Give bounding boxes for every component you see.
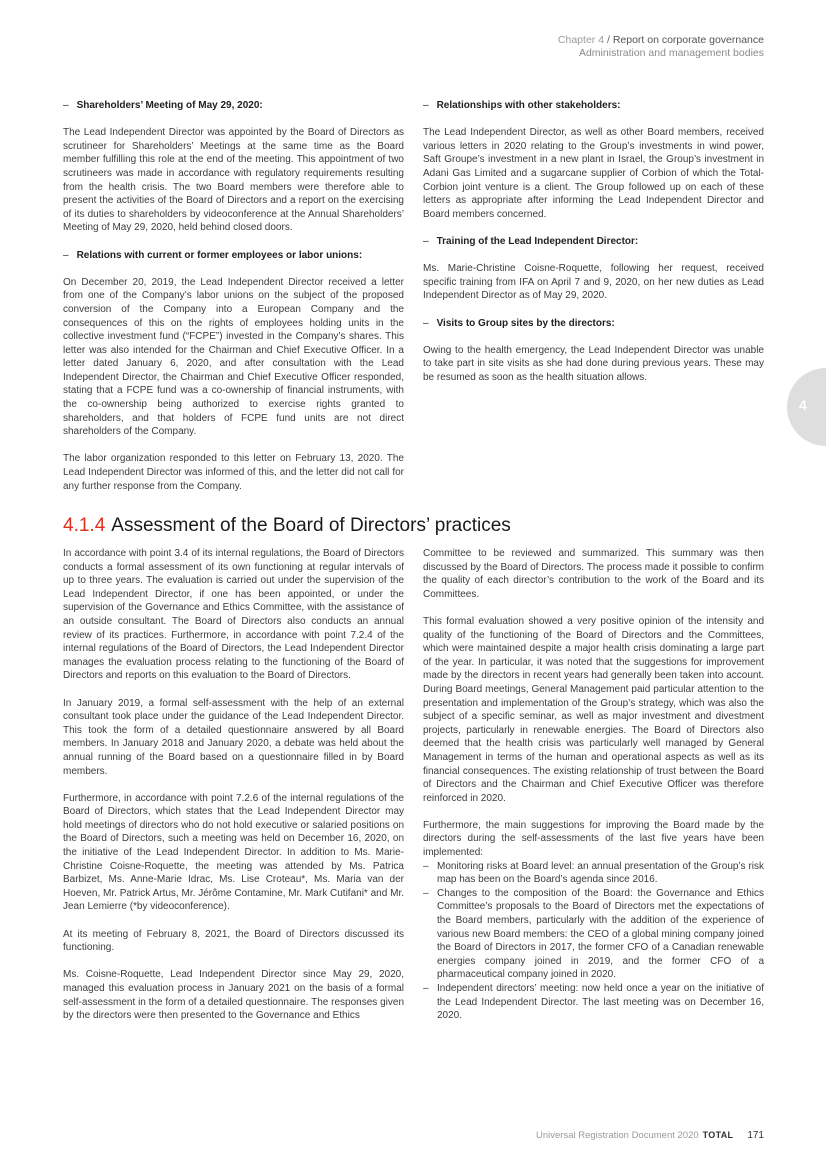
list-item: – Changes to the composition of the Board: the Governance and Ethics Committee’s proposals to the Board of Directors met the expectations of the Board members, particularly with the addition of the experience of various new Board members: the CEO of a global mining company joined the Board of Directors in 2017, the former CFO of a Canadian renewable energies company joined in 2019, and the former CFO of a pharmaceutical company joined in 2020. <box>423 887 764 981</box>
paragraph: Committee to be reviewed and summarized. This summary was then discussed by the Board of Directors. The process made it possible to confirm the quality of each director’s contribution to the work of the Board and its Committees. <box>423 548 764 600</box>
list-item: – Independent directors’ meeting: now held once a year on the initiative of the Lead Independent Director. The last meeting was on December 16, 2020. <box>423 983 764 1022</box>
chapter-tab[interactable] <box>787 368 826 446</box>
page-number: 171 <box>747 1130 764 1141</box>
heading-labor-relations: – Relations with current or former employees or labor unions: <box>63 249 363 261</box>
top-left-column <box>63 99 404 507</box>
paragraph: Ms. Marie-Christine Coisne-Roquette, following her request, received specific training from IFA on April 7 and 9, 2020, on her new duties as Lead Independent Director as of May 29, 2020. <box>423 263 764 302</box>
paragraph: Furthermore, the main suggestions for improving the Board made by the directors during the self-assessments of the last five years have been implemented: <box>423 819 764 859</box>
paragraph: This formal evaluation showed a very positive opinion of the intensity and quality of the functioning of the Board of Directors and the Committees, which were maintained despite a major health crisis dominating a large part of the year. In particular, it was noted that the suggestions for improvement made by the directors in recent years had generally been taken into account. During Board meetings, General Management paid particular attention to the presentation and implementation of the Group’s strategy, which was also the subject of a specific seminar, as well as major investment and divestment projects, particularly in renewable energies. The Board of Directors also deemed that the health crisis was particularly well managed by General Management in terms of the human and operational aspects as well as its financial consequences. The existing relationship of trust between the Board of Directors and the Chairman and Chief Executive Officer was therefore reinforced in 2020. <box>423 615 764 804</box>
footer-document-title: Universal Registration Document 2020 <box>536 1130 699 1141</box>
section-heading: Assessment of the Board of Directors’ practices <box>111 515 511 536</box>
footer-brand: TOTAL <box>702 1130 734 1140</box>
paragraph: In January 2019, a formal self-assessment with the help of an external consultant took place under the guidance of the Lead Independent Director. This took the form of a detailed questionnaire answered by all Board members. In January 2018 and January 2020, a debate was held about the annual running of the Board based on a questionnaire filled in by Board members. <box>63 697 404 777</box>
paragraph: In accordance with point 3.4 of its internal regulations, the Board of Directors conducts a formal assessment of its own functioning at regular intervals of up to three years. The evaluation is carried out under the supervision of the Lead Independent Director, if one has been appointed, or under the supervision of the Governance and Ethics Committee, with the assistance of an outside consultant. The Board of Directors also conducts an annual review of its practices. Furthermore, in accordance with point 7.2.4 of the internal regulations of the Board of Directors, the Lead Independent Director manages the evaluation process relating to the functioning of the Board of Directors and reports on this evaluation to the Board of Directors. <box>63 548 404 682</box>
header-title: Report on corporate governance <box>612 34 764 46</box>
header-separator: / <box>604 34 613 46</box>
paragraph: The Lead Independent Director was appointed by the Board of Directors as scrutineer for Shareholders’ Meetings at the same time as the Board member fulfilling this role at the end of the meeting. This appointment of two scrutineers was made in accordance with regulatory requirements resulting from the health crisis. The two Board members were therefore able to present the activities of the Board of Directors and a report on the exercising of its duties to shareholders by videoconference at the Annual Shareholders’ Meeting of May 29, 2020, held behind closed doors. <box>63 127 404 234</box>
running-header <box>558 34 764 60</box>
paragraph: Ms. Coisne-Roquette, Lead Independent Director since May 29, 2020, managed this evaluation process in January 2021 on the basis of a formal self-assessment in the form of a detailed questionnaire. The responses given by the directors were then presented to the Governance and Ethics <box>63 969 404 1022</box>
paragraph: The Lead Independent Director, as well as other Board members, received various letters in 2020 relating to the Group’s investments in wind power, Saft Groupe’s investment in a new plant in Israel, the Group’s investment in Adani Gas Limited and a sugarcane supplier of Corbion of which the Total-Corbion joint venture is a client. The Group followed up on each of these letters as appropriate after informing the Lead Independent Director and Board members concerned. <box>423 127 764 220</box>
heading-training: – Training of the Lead Independent Director: <box>423 235 639 247</box>
heading-stakeholders: – Relationships with other stakeholders: <box>423 100 621 111</box>
bottom-right-column <box>423 547 764 1023</box>
paragraph: The labor organization responded to this letter on February 13, 2020. The Lead Independent Director was informed of this, and the letter did not call for any further response from the Company. <box>63 453 404 492</box>
chapter-tab-number: 4 <box>799 397 807 413</box>
header-subtitle: Administration and management bodies <box>578 47 764 59</box>
paragraph: On December 20, 2019, the Lead Independent Director received a letter from one of the Company’s labor unions on the subject of the proposed conversion of the Company into a European Company and the consequences of this on the rights of employees holding units in the collective investment fund (“FCPE”) invested in the Company’s shares. This letter was also intended for the Chairman and Chief Executive Officer. In a letter dated January 6, 2020, and after consultation with the Lead Independent Director, the Chairman and Chief Executive Officer responded, stating that a FCPE fund was a co-ownership of financial instruments, with the co-ownership being authorized to exercise rights granted to shareholders, and that holders of FCPE fund units are not direct shareholders of the Company. <box>63 276 404 438</box>
header-chapter: Chapter 4 <box>557 34 605 46</box>
heading-shareholders-meeting: – Shareholders’ Meeting of May 29, 2020: <box>63 100 263 111</box>
suggestions-list <box>423 860 764 1023</box>
paragraph: Owing to the health emergency, the Lead Independent Director was unable to take part in site visits as she had done during previous years. These may be resumed as soon as the health situation allows. <box>423 344 764 383</box>
bottom-left-column <box>63 547 404 1036</box>
section-number: 4.1.4 <box>63 515 106 536</box>
paragraph: At its meeting of February 8, 2021, the Board of Directors discussed its functioning. <box>63 928 404 954</box>
list-item: – Monitoring risks at Board level: an annual presentation of the Group’s risk map has been on the Board’s agenda since 2016. <box>423 860 764 886</box>
heading-site-visits: – Visits to Group sites by the directors: <box>423 317 615 329</box>
top-right-column <box>423 99 764 398</box>
header-chapter-line <box>558 34 764 47</box>
paragraph: Furthermore, in accordance with point 7.2.6 of the internal regulations of the Board of Directors, which states that the Lead Independent Director may hold meetings of directors who do not hold executive or salaried positions on the Board of Directors, such a meeting was held on December 16, 2020, on the initiative of the Lead Independent Director. In addition to Ms. Marie-Christine Coisne-Roquette, the meeting was attended by Ms. Patrica Barbizet, Ms. Anne-Marie Idrac, Ms. Lise Croteau*, Ms. Maria van der Hoeven, Mr. Patrick Artus, Mr. Jérôme Contamine, Mr. Mark Cutifani* and Mr. Jean Lemierre (*by videoconference). <box>63 792 404 913</box>
section-title <box>63 514 511 538</box>
page-footer <box>536 1130 764 1141</box>
